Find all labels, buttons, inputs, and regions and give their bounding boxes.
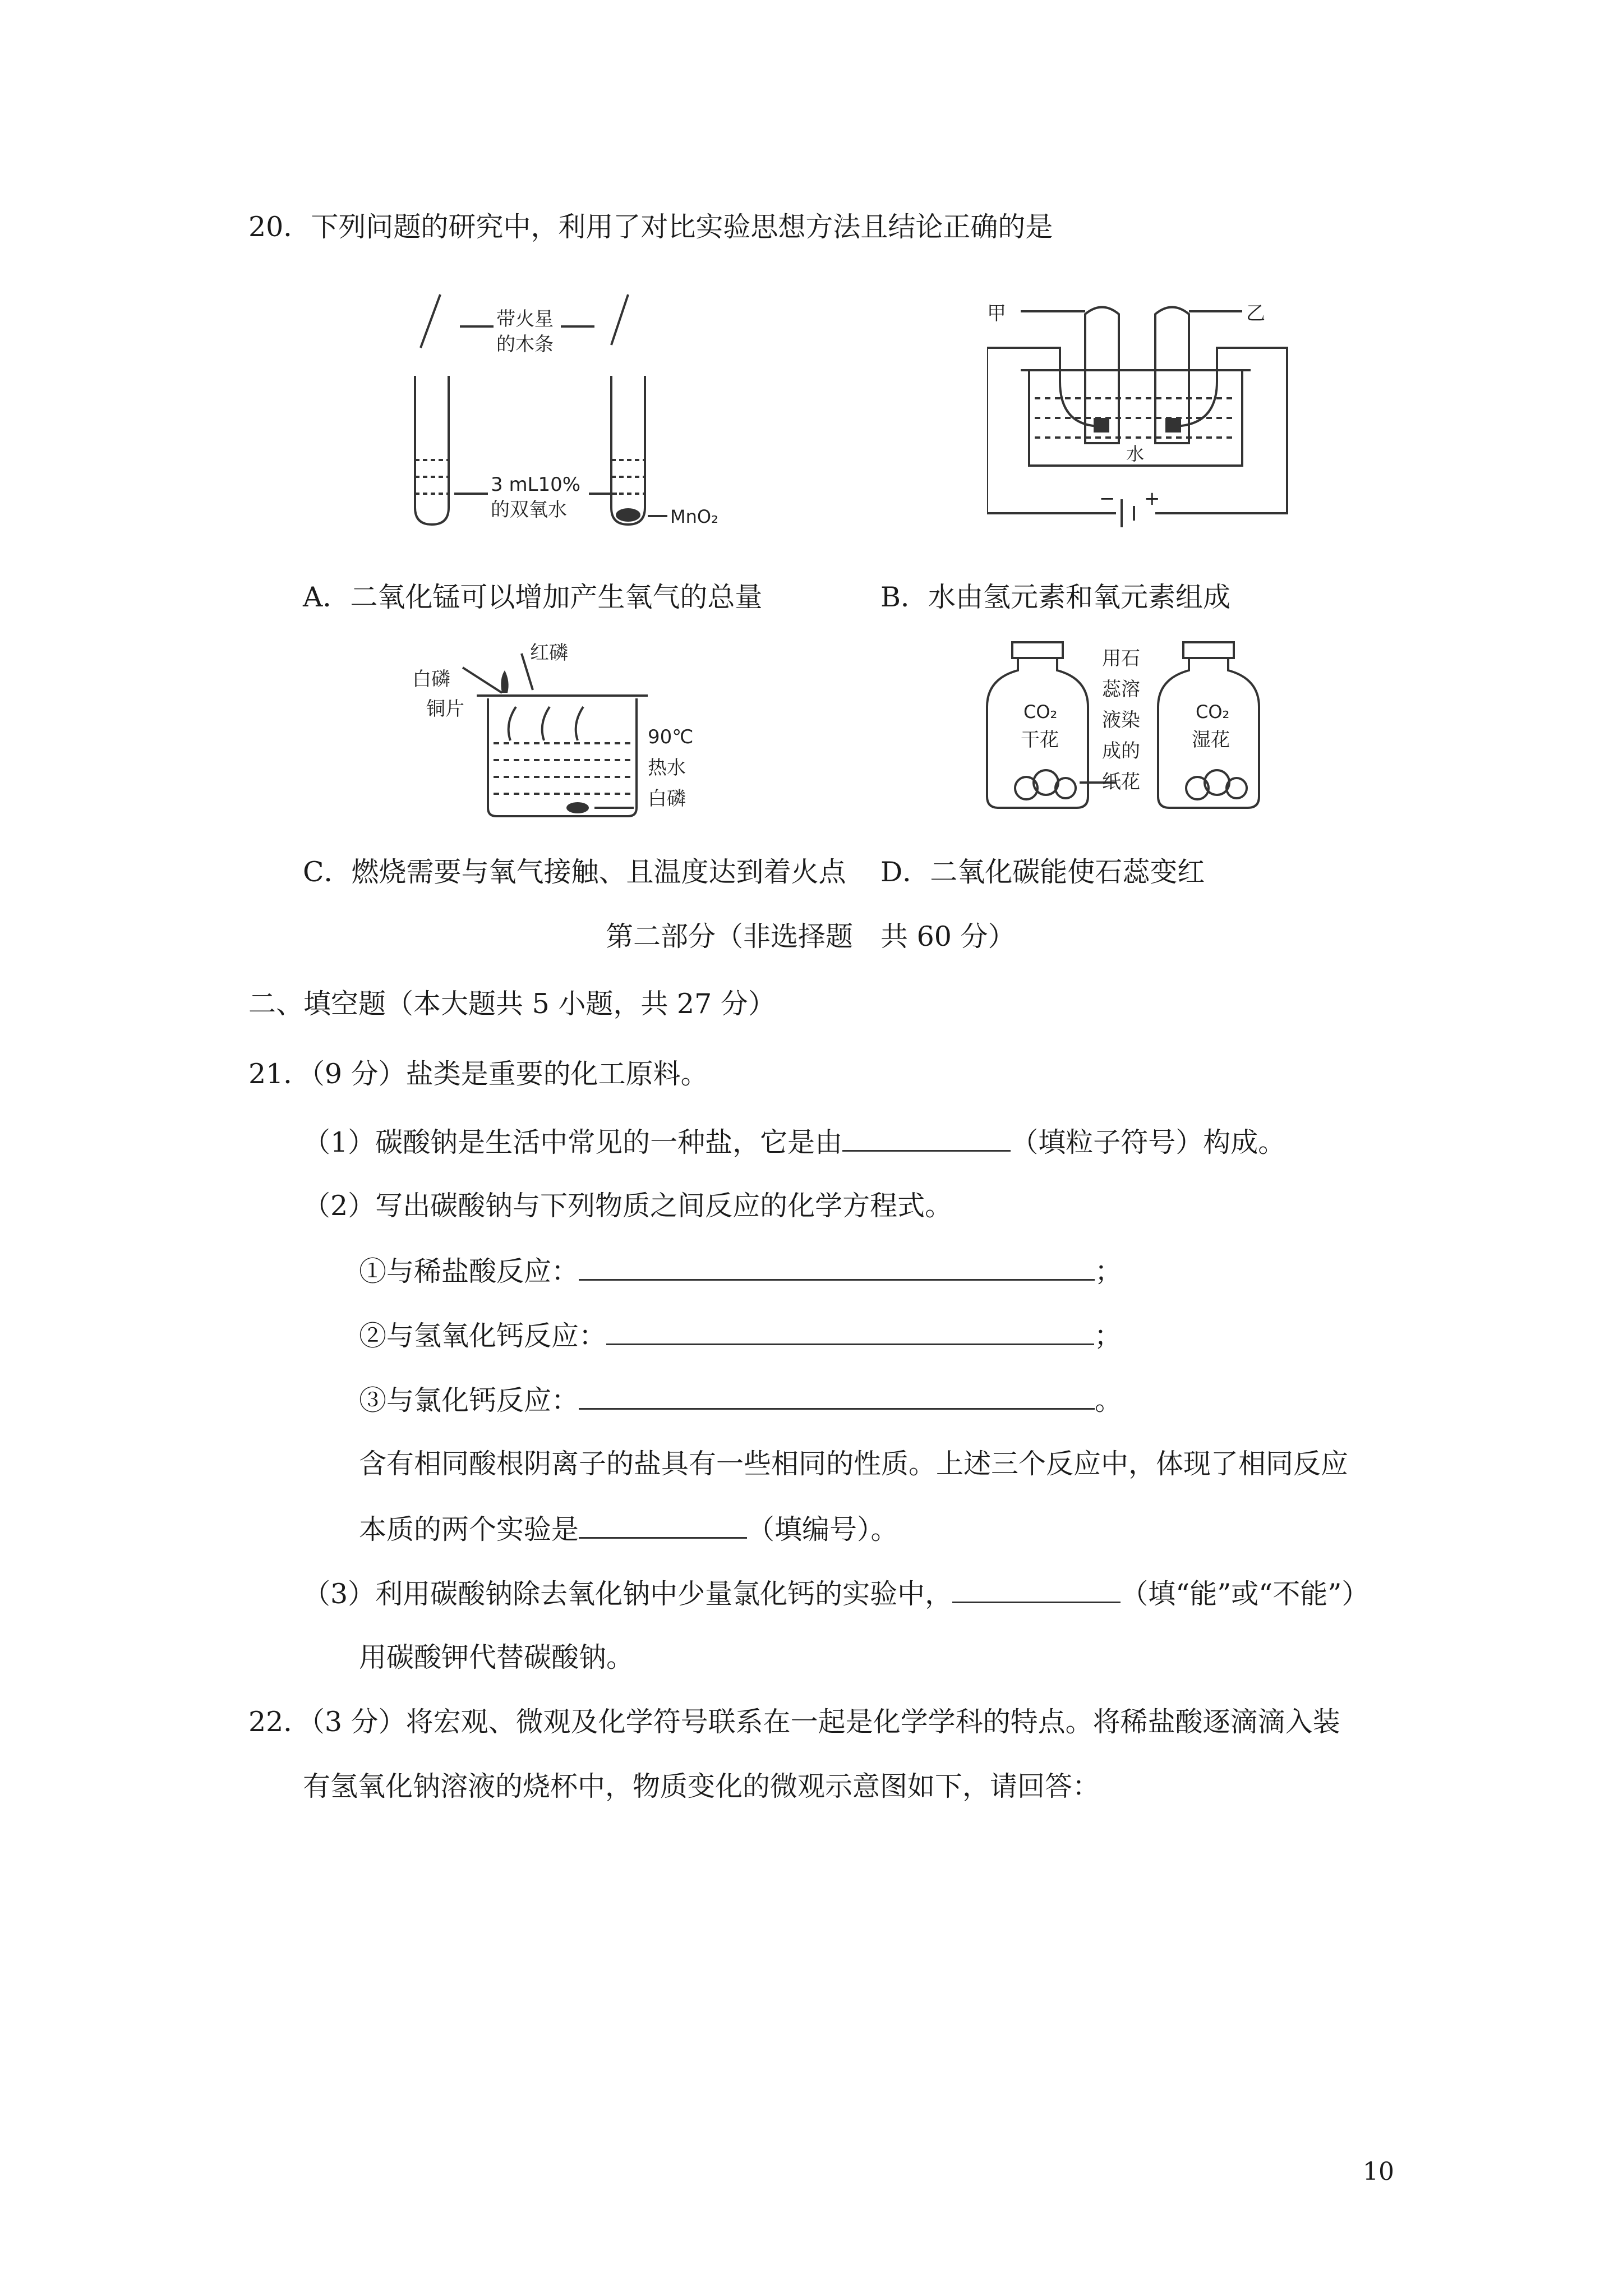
q21-r2-label: ②与氢氧化钙反应： bbox=[359, 1320, 607, 1352]
figB-label-water: 水 bbox=[1126, 443, 1145, 464]
q21-p3-before: （3）利用碳酸钠除去氧化钠中少量氯化钙的实验中， bbox=[303, 1578, 953, 1610]
q21-note-line1: 含有相同酸根阴离子的盐具有一些相同的性质。上述三个反应中，体现了相同反应 bbox=[359, 1448, 1349, 1480]
part2-title: 第二部分（非选择题 共 60 分） bbox=[606, 921, 1016, 953]
q20-option-c: C．燃烧需要与氧气接触、且温度达到着火点 bbox=[303, 856, 846, 888]
q20-stem: 20．下列问题的研究中，利用了对比实验思想方法且结论正确的是 bbox=[248, 211, 1053, 243]
figD-label-co2-left: CO₂ bbox=[1023, 701, 1058, 723]
q21-part1-blank[interactable] bbox=[842, 1128, 1011, 1152]
q22-line1: 22．（3 分）将宏观、微观及化学符号联系在一起是化学学科的特点。将稀盐酸逐滴滴入装 bbox=[248, 1706, 1340, 1738]
figure-d-co2-bottles bbox=[981, 639, 1273, 825]
q21-reaction-1 bbox=[359, 1257, 1122, 1285]
figD-label-co2-right: CO₂ bbox=[1196, 701, 1230, 723]
q21-p3-after: （填“能”或“不能”） bbox=[1121, 1578, 1370, 1610]
figC-label-white-p: 白磷 bbox=[412, 668, 450, 691]
figC-label-copper: 铜片 bbox=[426, 698, 464, 720]
figA-label-mno2: MnO₂ bbox=[670, 506, 718, 527]
figC-label-temp: 90℃ bbox=[648, 726, 694, 748]
q21-note-line2 bbox=[359, 1515, 898, 1543]
figD-label-dry: 干花 bbox=[1021, 729, 1059, 751]
q20-option-a: A．二氧化锰可以增加产生氧气的总量 bbox=[303, 581, 763, 613]
q21-reaction-3 bbox=[359, 1386, 1122, 1414]
figC-label-red-p: 红磷 bbox=[530, 642, 568, 664]
q22-line2: 有氢氧化钠溶液的烧杯中，物质变化的微观示意图如下，请回答： bbox=[303, 1770, 1100, 1802]
figB-label-jia: 甲 bbox=[987, 302, 1006, 325]
figD-label-middle-3: 液染 bbox=[1102, 709, 1140, 731]
figA-label-splint-1: 带火星 bbox=[496, 308, 554, 330]
q21-part1 bbox=[303, 1128, 1285, 1156]
q20-option-b: B．水由氢元素和氧元素组成 bbox=[880, 581, 1231, 613]
q21-r1-end: ； bbox=[1095, 1255, 1123, 1287]
page-number: 10 bbox=[1363, 2157, 1394, 2186]
figB-label-minus: − bbox=[1099, 487, 1115, 510]
figure-a-test-tubes bbox=[393, 292, 751, 539]
figure-c-combustion bbox=[409, 639, 712, 825]
q21-r1-label: ①与稀盐酸反应： bbox=[359, 1255, 579, 1287]
q21-note-after: （填编号）。 bbox=[747, 1513, 898, 1545]
figure-b-electrolysis bbox=[987, 297, 1290, 527]
q21-note-before: 本质的两个实验是 bbox=[359, 1513, 579, 1545]
q21-part1-before: （1）碳酸钠是生活中常见的一种盐，它是由 bbox=[303, 1126, 843, 1158]
q21-part3-line1 bbox=[303, 1579, 1369, 1608]
q21-r3-end: 。 bbox=[1095, 1384, 1123, 1416]
q20-option-d: D．二氧化碳能使石蕊变红 bbox=[880, 856, 1205, 888]
q21-reaction-2 bbox=[359, 1321, 1122, 1350]
figA-label-h2o2-1: 3 mL10% bbox=[491, 473, 581, 496]
q21-stem: 21．（9 分）盐类是重要的化工原料。 bbox=[248, 1058, 708, 1090]
figB-label-plus: + bbox=[1144, 487, 1160, 510]
figA-label-splint-2: 的木条 bbox=[496, 333, 554, 356]
figD-label-middle-4: 成的 bbox=[1102, 740, 1140, 762]
section2-title: 二、填空题（本大题共 5 小题，共 27 分） bbox=[248, 988, 776, 1020]
q21-r2-blank[interactable] bbox=[606, 1321, 1094, 1345]
q21-p3-blank[interactable] bbox=[952, 1579, 1121, 1603]
figC-label-hot-water: 热水 bbox=[648, 757, 686, 779]
q21-r1-blank[interactable] bbox=[579, 1257, 1095, 1281]
figD-label-middle-5: 纸花 bbox=[1102, 771, 1140, 793]
q21-r3-blank[interactable] bbox=[579, 1386, 1095, 1410]
figD-label-middle-2: 蕊溶 bbox=[1102, 678, 1140, 701]
q21-note-blank[interactable] bbox=[579, 1515, 747, 1539]
figB-label-yi: 乙 bbox=[1246, 302, 1265, 325]
figA-label-h2o2-2: 的双氧水 bbox=[491, 499, 567, 521]
figD-label-middle-1: 用石 bbox=[1102, 647, 1140, 670]
q21-r2-end: ； bbox=[1094, 1320, 1122, 1352]
q21-part2: （2）写出碳酸钠与下列物质之间反应的化学方程式。 bbox=[303, 1190, 953, 1222]
q21-part3-line2: 用碳酸钾代替碳酸钠。 bbox=[359, 1641, 634, 1673]
figD-label-wet: 湿花 bbox=[1192, 729, 1230, 751]
q21-r3-label: ③与氯化钙反应： bbox=[359, 1384, 579, 1416]
q21-part1-after: （填粒子符号）构成。 bbox=[1011, 1126, 1286, 1158]
figC-label-white-p2: 白磷 bbox=[648, 788, 686, 810]
